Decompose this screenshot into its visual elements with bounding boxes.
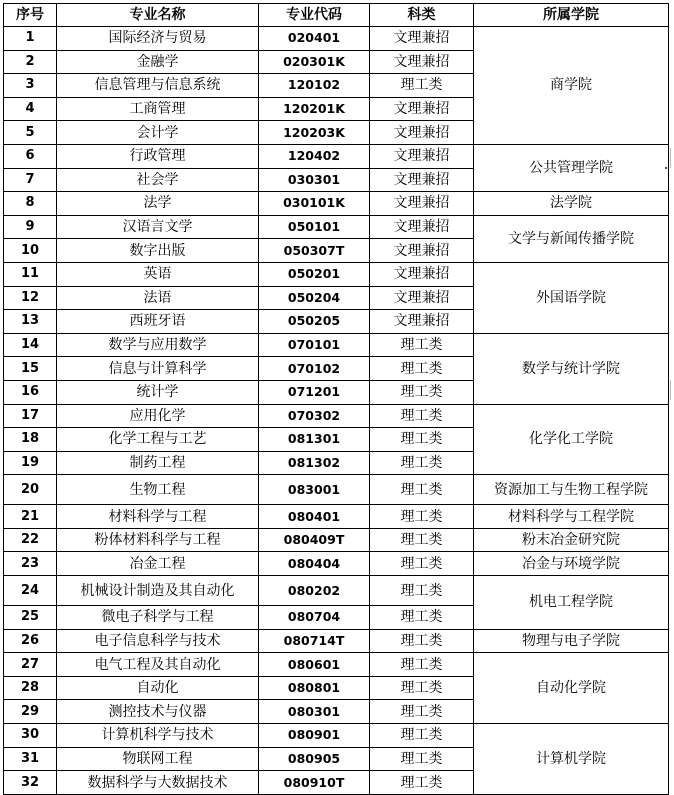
row-number: 5 <box>4 121 57 145</box>
major-name: 法学 <box>57 192 259 216</box>
row-number: 21 <box>4 505 57 529</box>
major-name: 粉体材料科学与工程 <box>57 528 259 552</box>
category: 文理兼招 <box>370 50 474 74</box>
row-number: 14 <box>4 333 57 357</box>
major-name: 法语 <box>57 286 259 310</box>
category: 理工类 <box>370 629 474 653</box>
row-number: 10 <box>4 239 57 263</box>
category: 文理兼招 <box>370 97 474 121</box>
major-code: 050101 <box>259 215 370 239</box>
row-number: 25 <box>4 606 57 630</box>
table-row <box>4 576 669 606</box>
major-name: 数据科学与大数据技术 <box>57 771 259 795</box>
category: 理工类 <box>370 676 474 700</box>
major-code: 081301 <box>259 428 370 452</box>
row-number: 13 <box>4 310 57 334</box>
category: 文理兼招 <box>370 262 474 286</box>
table-row <box>4 552 669 576</box>
table-row <box>4 629 669 653</box>
row-number: 30 <box>4 724 57 748</box>
college-name: 法学院 <box>474 192 669 216</box>
major-code: 080704 <box>259 606 370 630</box>
major-code: 080714T <box>259 629 370 653</box>
row-number: 1 <box>4 27 57 51</box>
row-number: 9 <box>4 215 57 239</box>
major-code: 080404 <box>259 552 370 576</box>
major-code: 080202 <box>259 576 370 606</box>
header-category: 科类 <box>370 4 474 27</box>
row-number: 20 <box>4 475 57 505</box>
major-name: 社会学 <box>57 168 259 192</box>
edge-tick-mark <box>670 148 671 168</box>
college-name: 外国语学院 <box>474 262 669 333</box>
college-name: 化学化工学院 <box>474 404 669 475</box>
major-code: 071201 <box>259 380 370 404</box>
row-number: 27 <box>4 653 57 677</box>
major-name: 金融学 <box>57 50 259 74</box>
major-name: 会计学 <box>57 121 259 145</box>
table-row <box>4 724 669 748</box>
major-code: 080409T <box>259 528 370 552</box>
college-name: 冶金与环境学院 <box>474 552 669 576</box>
row-number: 6 <box>4 144 57 168</box>
row-number: 15 <box>4 357 57 381</box>
table-row <box>4 333 669 357</box>
major-code: 050201 <box>259 262 370 286</box>
major-name: 统计学 <box>57 380 259 404</box>
row-number: 2 <box>4 50 57 74</box>
row-number: 18 <box>4 428 57 452</box>
major-name: 电子信息科学与技术 <box>57 629 259 653</box>
table-row <box>4 475 669 505</box>
row-number: 28 <box>4 676 57 700</box>
category: 理工类 <box>370 505 474 529</box>
category: 文理兼招 <box>370 286 474 310</box>
major-code: 080905 <box>259 747 370 771</box>
major-name: 数学与应用数学 <box>57 333 259 357</box>
major-code: 080601 <box>259 653 370 677</box>
major-code: 030301 <box>259 168 370 192</box>
major-code: 020301K <box>259 50 370 74</box>
college-name: 计算机学院 <box>474 724 669 795</box>
college-name: 物理与电子学院 <box>474 629 669 653</box>
category: 理工类 <box>370 576 474 606</box>
college-name: 粉末冶金研究院 <box>474 528 669 552</box>
major-name: 机械设计制造及其自动化 <box>57 576 259 606</box>
row-number: 4 <box>4 97 57 121</box>
major-name: 电气工程及其自动化 <box>57 653 259 677</box>
major-code: 120402 <box>259 144 370 168</box>
category: 理工类 <box>370 333 474 357</box>
college-name: 材料科学与工程学院 <box>474 505 669 529</box>
major-name: 计算机科学与技术 <box>57 724 259 748</box>
major-name: 物联网工程 <box>57 747 259 771</box>
major-name: 信息管理与信息系统 <box>57 74 259 98</box>
row-number: 12 <box>4 286 57 310</box>
row-number: 3 <box>4 74 57 98</box>
row-number: 24 <box>4 576 57 606</box>
category: 文理兼招 <box>370 310 474 334</box>
college-name: 自动化学院 <box>474 653 669 724</box>
category: 文理兼招 <box>370 144 474 168</box>
major-name: 生物工程 <box>57 475 259 505</box>
major-code: 050307T <box>259 239 370 263</box>
table-row <box>4 404 669 428</box>
category: 理工类 <box>370 528 474 552</box>
major-name: 汉语言文学 <box>57 215 259 239</box>
row-number: 23 <box>4 552 57 576</box>
row-number: 17 <box>4 404 57 428</box>
table-row <box>4 215 669 239</box>
major-name: 材料科学与工程 <box>57 505 259 529</box>
major-name: 信息与计算科学 <box>57 357 259 381</box>
category: 文理兼招 <box>370 168 474 192</box>
row-number: 11 <box>4 262 57 286</box>
major-name: 自动化 <box>57 676 259 700</box>
major-name: 英语 <box>57 262 259 286</box>
category: 文理兼招 <box>370 215 474 239</box>
table-row <box>4 653 669 677</box>
category: 理工类 <box>370 552 474 576</box>
table-row <box>4 144 669 168</box>
major-code: 050205 <box>259 310 370 334</box>
row-number: 32 <box>4 771 57 795</box>
table-row <box>4 528 669 552</box>
category: 文理兼招 <box>370 121 474 145</box>
major-code: 120102 <box>259 74 370 98</box>
major-name: 西班牙语 <box>57 310 259 334</box>
major-name: 工商管理 <box>57 97 259 121</box>
table-header-row <box>4 4 669 27</box>
major-code: 070302 <box>259 404 370 428</box>
major-code: 070102 <box>259 357 370 381</box>
major-code: 120203K <box>259 121 370 145</box>
college-name: 数学与统计学院 <box>474 333 669 404</box>
major-code: 080801 <box>259 676 370 700</box>
category: 理工类 <box>370 724 474 748</box>
table-row <box>4 262 669 286</box>
category: 理工类 <box>370 700 474 724</box>
row-number: 8 <box>4 192 57 216</box>
category: 理工类 <box>370 653 474 677</box>
category: 理工类 <box>370 451 474 475</box>
table-row <box>4 505 669 529</box>
category: 理工类 <box>370 747 474 771</box>
major-code: 120201K <box>259 97 370 121</box>
major-name: 应用化学 <box>57 404 259 428</box>
major-name: 冶金工程 <box>57 552 259 576</box>
major-name: 化学工程与工艺 <box>57 428 259 452</box>
row-number: 19 <box>4 451 57 475</box>
major-name: 国际经济与贸易 <box>57 27 259 51</box>
majors-table <box>3 3 669 795</box>
college-name: 商学院 <box>474 27 669 145</box>
major-code: 080301 <box>259 700 370 724</box>
major-code: 080901 <box>259 724 370 748</box>
table-row <box>4 27 669 51</box>
category: 文理兼招 <box>370 239 474 263</box>
category: 理工类 <box>370 606 474 630</box>
college-name: 公共管理学院 <box>474 144 669 191</box>
category: 理工类 <box>370 475 474 505</box>
major-name: 行政管理 <box>57 144 259 168</box>
row-number: 22 <box>4 528 57 552</box>
major-code: 020401 <box>259 27 370 51</box>
category: 文理兼招 <box>370 192 474 216</box>
category: 理工类 <box>370 74 474 98</box>
major-code: 081302 <box>259 451 370 475</box>
row-number: 31 <box>4 747 57 771</box>
header-major-code: 专业代码 <box>259 4 370 27</box>
category: 理工类 <box>370 357 474 381</box>
major-code: 080910T <box>259 771 370 795</box>
row-number: 26 <box>4 629 57 653</box>
college-name: 文学与新闻传播学院 <box>474 215 669 262</box>
row-number: 16 <box>4 380 57 404</box>
major-code: 050204 <box>259 286 370 310</box>
major-code: 080401 <box>259 505 370 529</box>
header-major-name: 专业名称 <box>57 4 259 27</box>
major-code: 070101 <box>259 333 370 357</box>
category: 理工类 <box>370 380 474 404</box>
major-code: 083001 <box>259 475 370 505</box>
header-college: 所属学院 <box>474 4 669 27</box>
majors-table-body <box>4 4 669 795</box>
row-number: 29 <box>4 700 57 724</box>
category: 理工类 <box>370 404 474 428</box>
major-code: 030101K <box>259 192 370 216</box>
major-name: 微电子科学与工程 <box>57 606 259 630</box>
row-number: 7 <box>4 168 57 192</box>
category: 文理兼招 <box>370 27 474 51</box>
category: 理工类 <box>370 428 474 452</box>
header-no: 序号 <box>4 4 57 27</box>
major-name: 制药工程 <box>57 451 259 475</box>
college-name: 资源加工与生物工程学院 <box>474 475 669 505</box>
table-row <box>4 192 669 216</box>
category: 理工类 <box>370 771 474 795</box>
major-name: 数字出版 <box>57 239 259 263</box>
edge-tick-mark <box>670 380 671 400</box>
college-name: 机电工程学院 <box>474 576 669 630</box>
major-name: 测控技术与仪器 <box>57 700 259 724</box>
